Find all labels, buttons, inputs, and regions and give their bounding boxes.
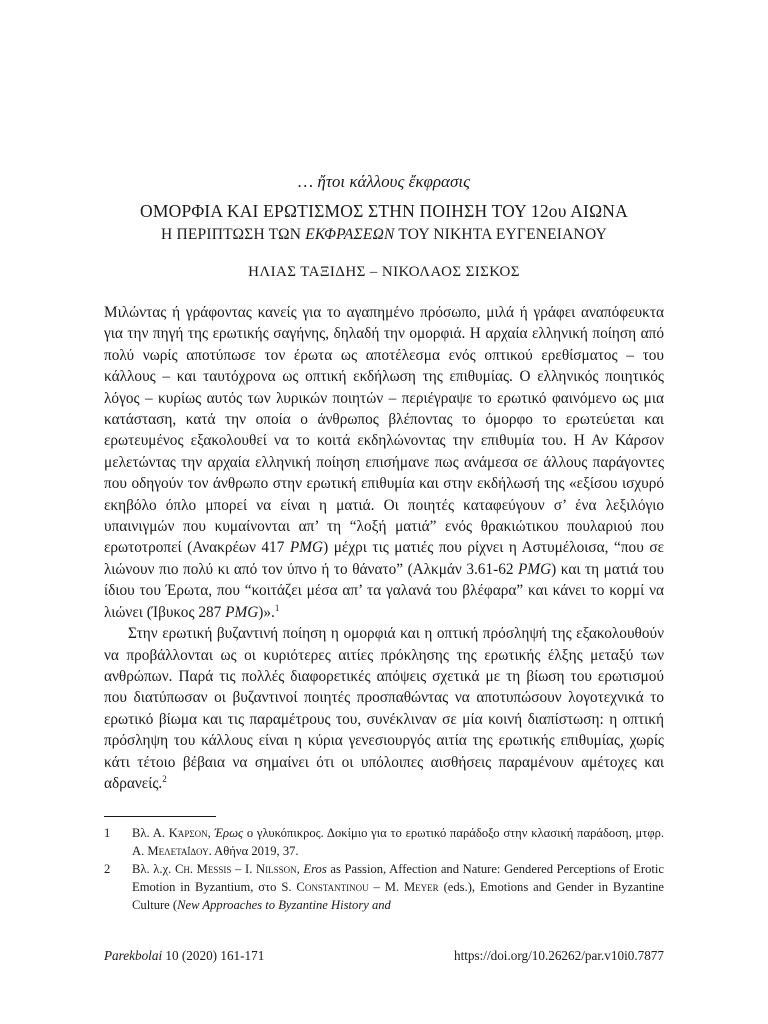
paragraph-2: [104, 623, 664, 794]
fn2-d: as Passion, Affection and Nature: Gendered Perceptions of Erotic Emotion in Byzantium, στο S.: [132, 862, 665, 894]
epigraph-title: … ἤτοι κάλλους ἔκφρασις: [298, 172, 470, 191]
volume-pages: 10 (2020) 161-171: [162, 948, 265, 963]
fn1-translator: Μελεταΐδου: [147, 844, 209, 858]
fn2-c: ,: [296, 862, 304, 876]
body-text: [104, 302, 664, 794]
p1-pmg-2: PMG: [518, 560, 552, 578]
fn2-author-1: Ch. Messis: [174, 862, 232, 876]
authors: ΗΛΙΑΣ ΤΑΞΙΔΗΣ – ΝΙΚΟΛΑΟΣ ΣΙΣΚΟΣ: [248, 264, 520, 280]
footnote-number: 2: [104, 862, 111, 876]
fn2-editor-1: Constantinou: [296, 880, 369, 894]
fn1-b: ,: [207, 826, 215, 840]
p1-text-c: ) και τη ματιά του ίδιου του Έρωτα, που “κοιτάζει μέσα απ’ τα γαλανά του βλέφαρα” και κάνει το κορμί να λιώνει (Ίβυκος 287: [104, 560, 664, 621]
journal-name: Parekbolai: [104, 948, 163, 963]
fn2-f: (eds.), Emotions and Gender in Byzantine Culture (: [132, 880, 664, 912]
fn1-italic: Έρως: [214, 826, 244, 840]
doi-link[interactable]: https://doi.org/10.26262/par.v10i0.7877: [453, 948, 664, 963]
footnotes: [104, 824, 664, 914]
fn1-a: Βλ. Α.: [132, 826, 169, 840]
subtitle-part-a: Η ΠΕΡΙΠΤΩΣΗ ΤΩΝ: [161, 226, 306, 243]
p1-pmg-3: PMG: [225, 603, 259, 621]
fn2-b: – I.: [231, 862, 256, 876]
footnote-1: [104, 824, 664, 860]
p1-text-b: ) μέχρι τις ματιές που ρίχνει η Αστυμέλοισα, “που σε λιώνουν πιο πολύ κι από τον ύπνο ή το θάνατο” (Αλκμάν 3.61-62: [104, 539, 665, 578]
fn2-italic-2: New Approaches to Byzantine History and: [177, 898, 391, 912]
subtitle-italic-term: ΕΚΦΡΑΣΕΩΝ: [305, 226, 395, 243]
footnote-ref-2[interactable]: 2: [162, 773, 167, 784]
article-subtitle: [0, 226, 768, 244]
p1-text-a: Μιλώντας ή γράφοντας κανείς για το αγαπημένο πρόσωπο, μιλά ή γράφει αναπόφευκτα για την πηγή της ερωτικής σαγήνης, δηλαδή την ομορφιά. Η αρχαία ελληνική ποίηση από πολύ νωρίς αποτύπωσε τον έρωτα ως αποτέλεσμα ενός οπτικού ερεθίσματος – του κάλλους – και ταυτόχρονα ως οπτική εκδήλωση της επιθυμίας. Ο ελληνικός ποιητικός λόγος – κυρίως αυτός των λυρικών ποιητών – περιέγραψε το ερωτικό φαινόμενο ως μια κατάσταση, κατά την οποία ο άνθρωπος βλέποντας το όμορφο το ερωτεύεται και ερωτευμένος εξακολουθεί να το κοιτά εκδηλώνοντας την επιθυμία του. Η Αν Κάρσον μελετώντας την αρχαία ελληνική ποίηση επισήμανε πως ανάμεσα σε άλλους παράγοντες που οδηγούν τον άνθρωπο στην ερωτική επιθυμία και στην εκδήλωσή της «εξίσου ισχυρό εκηβόλο όπλο μπορεί να είναι η ματιά. Οι ποιητές καταφεύγουν σ’ ένα λεξιλόγιο υπαινιγμών που κυμαίνονται απ’ τη “λοξή ματιά” ενός θρακιώτικου πουλαριού που ερωτοτροπεί (Ανακρέων 417: [104, 304, 664, 557]
p2-text: Στην ερωτική βυζαντινή ποίηση η ομορφιά και η οπτική πρόσληψή της εξακολουθούν να προβάλλονται ως οι κυριότερες αιτίες πρόκλησης της ερωτικής έλξης μεταξύ των ανθρώπων. Παρά τις πολλές διαφορετικές απόψεις σχετικά με τη βίωση του ερωτισμού που διατύπωσαν οι βυζαντινοί ποιητές προσπαθώντας να αποτυπώσουν λογοτεχνικά το ερωτικό βίωμα και τις παραμέτρους του, συνέκλιναν σε μία κοινή διαπίστωση: η οπτική πρόσληψη του κάλλους είναι η κύρια γενεσιουργός αιτία της ερωτικής επιθυμίας, χωρίς κάτι τέτοιο βέβαια να σημαίνει ότι οι υπόλοιπες αισθήσεις παραμένουν αμέτοχες και αδρανείς.: [104, 625, 664, 792]
footnote-number: 1: [104, 826, 111, 840]
footnote-ref-1[interactable]: 1: [274, 602, 280, 613]
subtitle-part-b: ΤΟΥ ΝΙΚΗΤΑ ΕΥΓΕΝΕΙΑΝΟΥ: [394, 226, 607, 243]
fn2-author-2: Nilsson: [256, 862, 297, 876]
fn1-c: ο γλυκόπικρος. Δοκίμιο για το ερωτικό παράδοξο στην κλασική παράδοση, μτφρ. Α.: [132, 826, 665, 858]
p1-text-d: )».: [258, 603, 275, 621]
article-title: ΟΜΟΡΦΙΑ ΚΑΙ ΕΡΩΤΙΣΜΟΣ ΣΤΗΝ ΠΟΙΗΣΗ ΤΟΥ 12ου ΑΙΩΝΑ: [140, 201, 628, 221]
fn2-a: Βλ. λ.χ.: [132, 862, 175, 876]
fn1-author: Κάρσον: [168, 826, 208, 840]
fn2-editor-2: Meyer: [403, 880, 439, 894]
journal-citation: [104, 948, 264, 964]
fn2-italic-1: Eros: [303, 862, 327, 876]
p1-pmg-1: PMG: [289, 539, 324, 557]
footnote-2: [104, 860, 664, 914]
fn1-d: . Αθήνα 2019, 37.: [208, 844, 299, 858]
fn2-e: – M.: [368, 880, 404, 894]
paragraph-1: [104, 302, 664, 623]
footnote-divider: [104, 816, 216, 817]
